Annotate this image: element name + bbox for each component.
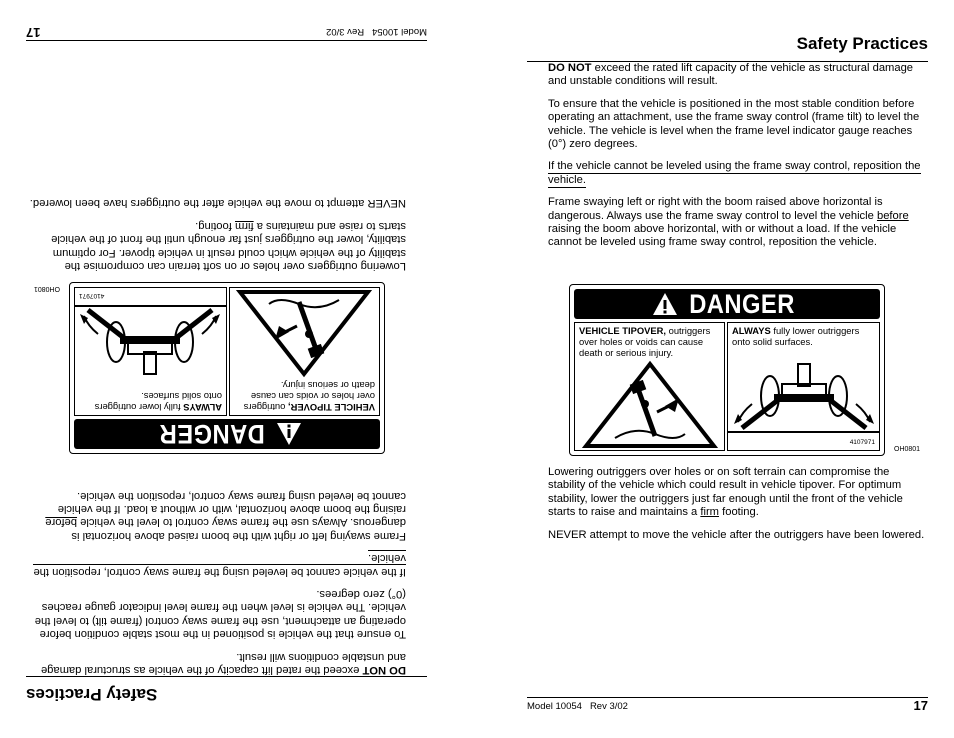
outriggers-diagram-icon (728, 350, 879, 450)
page-footer (26, 21, 427, 41)
page-number: 17 (913, 698, 928, 713)
danger-banner (574, 289, 880, 319)
paragraph-never-move: NEVER attempt to move the vehicle after the outriggers have been lowered. (548, 528, 925, 541)
paragraph-leveling: To ensure that the vehicle is positioned in the most stable condition before operating an attachment, use the frame sway control (frame tilt) to level the vehicle. The vehicle is level when the frame level indicator gauge reaches (0°) zero degrees. (548, 97, 920, 151)
section-title: Safety Practices (26, 685, 158, 704)
page-header (26, 676, 427, 706)
paragraph-leveling: To ensure that the vehicle is positioned in the most stable condition before operating an attachment, use the frame sway control (frame tilt) to level the vehicle. The vehicle is level when the frame level indicator gauge reaches (0°) zero degrees. (34, 587, 406, 641)
model-revision: Model 10054 Rev 3/02 (527, 701, 628, 712)
decal-number: 4107971 (79, 292, 105, 299)
paragraph-frame-sway: Frame swaying left or right with the boom raised above horizontal is dangerous. Always use the frame sway control to level the vehicle before raising the boom above horizontal, with or without a load. If the vehicle cannot be leveled using frame sway control, reposition the vehicle. (45, 489, 406, 542)
footer-rule (26, 40, 427, 41)
section-title: Safety Practices (796, 34, 928, 53)
figure-id: OH0801 (894, 446, 921, 453)
paragraph-outriggers: Lowering outriggers over holes or on soft terrain can compromise the stability of the vehicle which could result in vehicle tipover. For optimum stability, lower the outriggers just far enough until the front of the vehicle starts to raise and maintains a firm footing. (51, 219, 406, 272)
page-header (527, 32, 928, 62)
page-footer (527, 697, 928, 717)
decal-number: 4107971 (849, 439, 875, 446)
footer-rule (527, 697, 928, 698)
paragraph-frame-sway: Frame swaying left or right with the boom raised above horizontal is dangerous. Always use the frame sway control to level the vehicle before raising the boom above horizontal, with or without a load. If the vehicle cannot be leveled using frame sway control, reposition the vehicle. (548, 196, 909, 249)
body-text (26, 479, 406, 676)
panel-lower-outriggers: ALWAYS fully lower outriggers onto solid surfaces. 4107971 (727, 322, 880, 451)
panel-vehicle-tipover: VEHICLE TIPOVER, outriggers over holes or voids can cause death or serious injury. (229, 287, 380, 416)
model-revision: Model 10054Rev 3/02 (326, 26, 427, 37)
tipover-warning-icon (228, 288, 379, 378)
panel-vehicle-tipover: VEHICLE TIPOVER, outriggers over holes or voids can cause death or serious injury. (574, 322, 725, 451)
alert-icon (276, 422, 302, 446)
danger-banner (74, 419, 380, 449)
alert-icon (652, 292, 678, 316)
danger-word: DANGER (689, 288, 795, 319)
danger-label (569, 284, 885, 456)
paragraph-outriggers: Lowering outriggers over holes or on soft terrain can compromise the stability of the vehicle which could result in vehicle tipover. For optimum stability, lower the outriggers just far enough until the front of the vehicle starts to raise and maintains a firm footing. (548, 466, 903, 519)
body-text-lower (548, 466, 928, 551)
tipover-warning-icon (575, 360, 726, 450)
paragraph-capacity: DO NOT exceed the rated lift capacity of the vehicle as structural damage and unstable conditions will result. (40, 650, 406, 676)
panel-lower-outriggers: ALWAYS fully lower outriggers onto solid surfaces. 4107971 (74, 287, 227, 416)
figure-id: OH0801 (33, 285, 60, 292)
danger-word: DANGER (159, 419, 265, 450)
body-text (548, 62, 928, 259)
outriggers-diagram-icon (75, 288, 226, 388)
danger-label (69, 282, 385, 454)
paragraph-reposition: If the vehicle cannot be leveled using the frame sway control, reposition the vehicle. (33, 552, 406, 578)
paragraph-capacity: DO NOT exceed the rated lift capacity of the vehicle as structural damage and unstable conditions will result. (548, 62, 914, 88)
page-number: 17 (26, 25, 41, 40)
paragraph-never-move: NEVER attempt to move the vehicle after the outriggers have been lowered. (29, 197, 406, 210)
header-rule (26, 676, 427, 677)
body-text-lower (26, 187, 406, 272)
right-page (477, 0, 954, 738)
paragraph-reposition: If the vehicle cannot be leveled using the frame sway control, reposition the vehicle. (548, 160, 921, 186)
